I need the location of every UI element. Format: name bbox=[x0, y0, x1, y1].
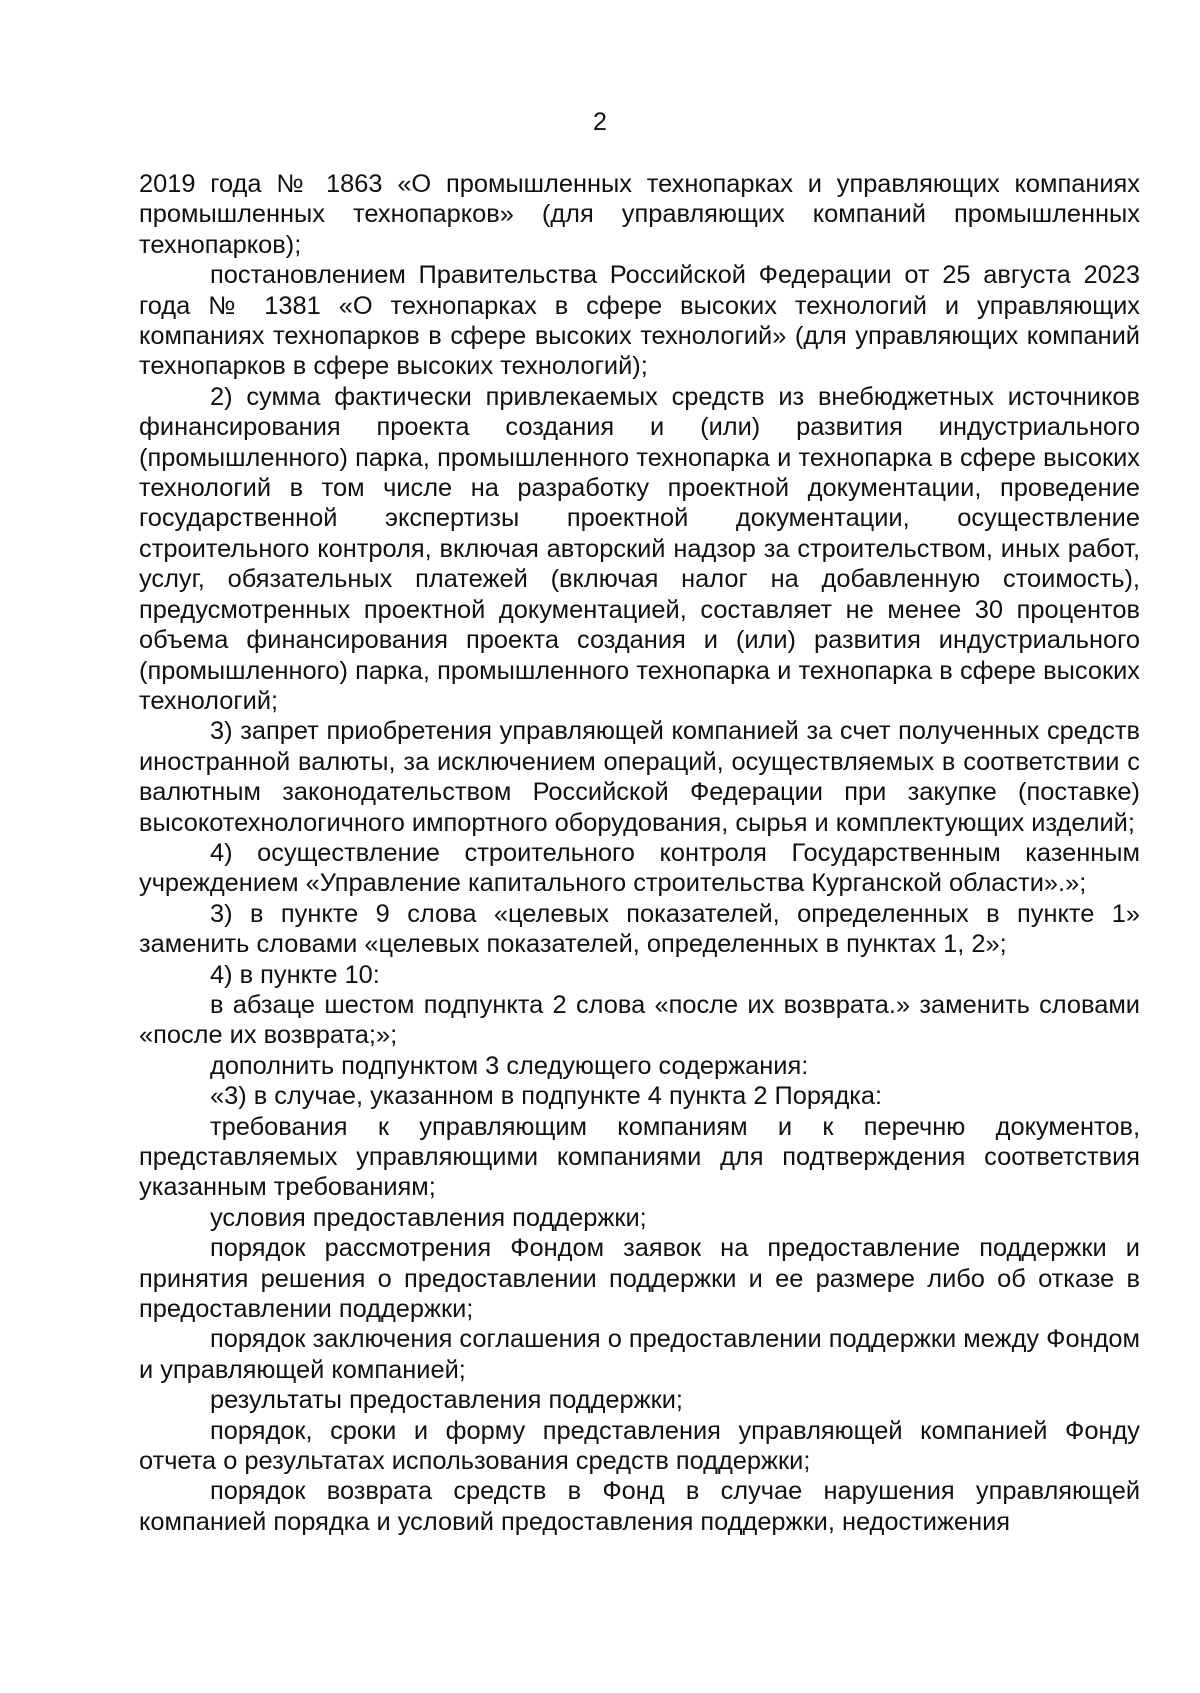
page-number: 2 bbox=[593, 108, 607, 136]
paragraph-subpoint-2-amendment: в абзаце шестом подпункта 2 слова «после их возврата.» заменить словами «после их возврата;»; bbox=[139, 990, 1140, 1050]
paragraph-point-9-amendment: 3) в пункте 9 слова «целевых показателей, определенных в пункте 1» заменить словами «целевых показателей, определенных в пунктах 1, 2»; bbox=[139, 899, 1140, 959]
paragraph-refund-procedure: порядок возврата средств в Фонд в случае нарушения управляющей компанией порядка и условий предоставления поддержки, недостижения bbox=[139, 1477, 1140, 1536]
paragraph-point-10-heading: 4) в пункте 10: bbox=[210, 960, 380, 989]
paragraph-requirements: требования к управляющим компаниям и к перечню документов, представляемых управляющими компаниями для подтверждения соответствия указанным требованиям; bbox=[139, 1112, 1140, 1202]
paragraph-item-3-currency-ban: 3) запрет приобретения управляющей компанией за счет полученных средств иностранной валюты, за исключением операций, осуществляемых в соответствии с валютным законодательством Российской Федерации при закупке (поставке) высокотехнологичного импортного оборудования, сырья и комплектующих изделий; bbox=[139, 717, 1140, 837]
paragraph-add-subpoint-3: дополнить подпунктом 3 следующего содержания: bbox=[210, 1051, 809, 1080]
paragraph-support-results: результаты предоставления поддержки; bbox=[210, 1386, 683, 1415]
paragraph-subpoint-3-intro: «3) в случае, указанном в подпункте 4 пункта 2 Порядка: bbox=[210, 1082, 883, 1111]
paragraph-reporting: порядок, сроки и форму представления управляющей компанией Фонду отчета о результатах использования средств поддержки; bbox=[139, 1416, 1140, 1476]
paragraph-item-2-funding: 2) сумма фактически привлекаемых средств из внебюджетных источников финансирования проекта создания и (или) развития индустриального (промышленного) парка, промышленного технопарка и технопарка в сфере высоких технологий в том числе на разработку проектной документации, проведение государственной экспертизы проектной документации, осуществление строительного контроля, включая авторский надзор за строительством, иных работ, услуг, обязательных платежей (включая налог на добавленную стоимость), предусмотренных проектной документацией, составляет не менее 30 процентов объема финансирования проекта создания и (или) развития индустриального (промышленного) парка, промышленного технопарка и технопарка в сфере высоких технологий; bbox=[139, 382, 1140, 715]
paragraph-resolution-1381: постановлением Правительства Российской Федерации от 25 августа 2023 года № 1381 «О технопарках в сфере высоких технологий и управляющих компаниях технопарков в сфере высоких технологий» (для управляющих компаний технопарков в сфере высоких технологий); bbox=[139, 261, 1140, 381]
paragraph-agreement-procedure: порядок заключения соглашения о предоставлении поддержки между Фондом и управляющей компанией; bbox=[139, 1325, 1140, 1384]
document-body bbox=[139, 169, 1140, 1537]
paragraph-support-conditions: условия предоставления поддержки; bbox=[210, 1203, 647, 1232]
paragraph-application-review: порядок рассмотрения Фондом заявок на предоставление поддержки и принятия решения о предоставлении поддержки и ее размере либо об отказе в предоставлении поддержки; bbox=[139, 1234, 1140, 1324]
paragraph-continuation: 2019 года № 1863 «О промышленных технопарках и управляющих компаниях промышленных технопарков» (для управляющих компаний промышленных технопарков); bbox=[139, 170, 1140, 259]
paragraph-item-4-construction-control: 4) осуществление строительного контроля Государственным казенным учреждением «Управление капитального строительства Курганской области».»; bbox=[139, 838, 1140, 898]
